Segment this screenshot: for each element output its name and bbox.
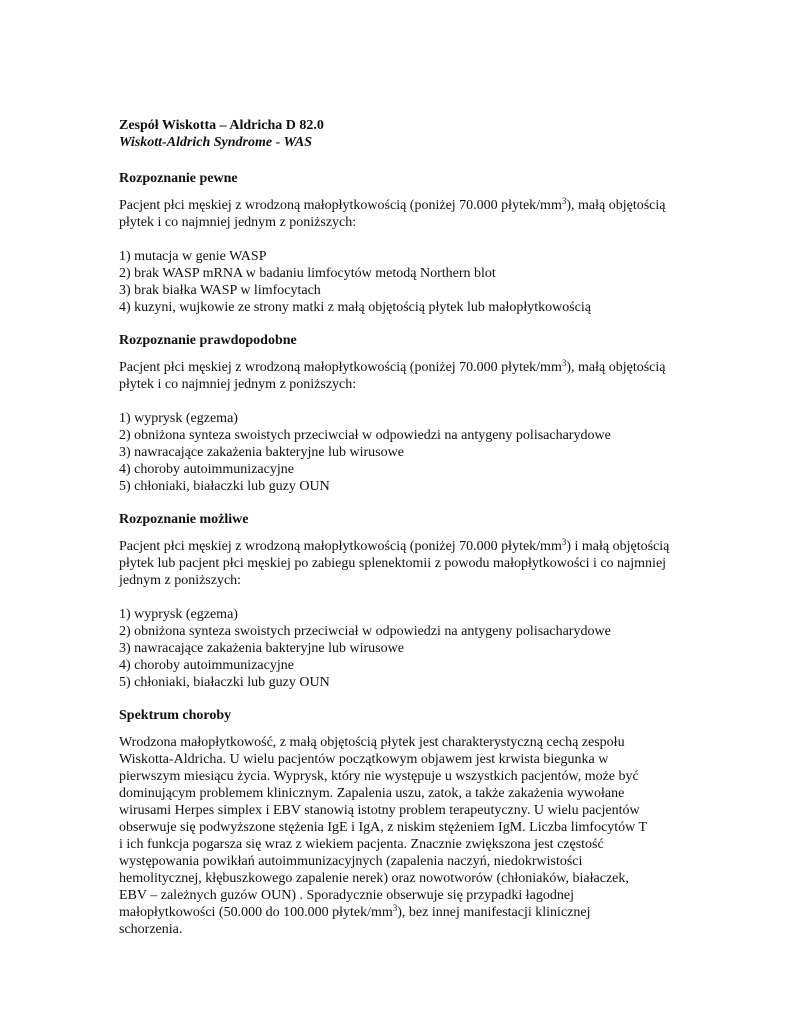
criteria-list: [119, 248, 679, 316]
list-item: 3) nawracające zakażenia bakteryjne lub wirusowe: [119, 641, 404, 656]
section-certain-diagnosis: [119, 170, 679, 316]
intro-text-cont: ), małą objętością płytek i co najmniej jednym z poniższych:: [119, 360, 666, 392]
list-item: 4) choroby autoimmunizacyjne: [119, 658, 294, 673]
list-item: 1) wyprysk (egzema): [119, 411, 238, 426]
criteria-list: [119, 606, 679, 691]
section-body: [119, 734, 647, 938]
section-heading: Rozpoznanie pewne: [119, 171, 238, 186]
intro-text: Pacjent płci męskiej z wrodzoną małopłytkowością (poniżej 70.000 płytek/mm: [119, 360, 562, 375]
body-text: Wrodzona małopłytkowość, z małą objętością płytek jest charakterystyczną cechą zespołu Wiskotta-Aldricha. U wielu pacjentów początkowym objawem jest krwista biegunka w pierwszym miesiącu życia. Wyprysk, który nie występuje u wszystkich pacjentów, może być dominującym problemem klinicznym. Zapalenia uszu, zatok, a także zakażenia wywołane wirusami Herpes simplex i EBV stanowią istotny problem terapeutyczny. U wielu pacjentów obserwuje się podwyższone stężenia IgE i IgA, z niskim stężeniem IgM. Liczba limfocytów T i ich funkcja pogarsza się wraz z wiekiem pacjenta. Znacznie zwiększona jest częstość występowania powikłań autoimmunizacyjnych (zapalenia naczyń, niedokrwistości hemolitycznej, kłębuszkowego zapalenie nerek) oraz nowotworów (chłoniaków, białaczek, EBV – zależnych guzów OUN) . Sporadycznie obserwuje się przypadki łagodnej małopłytkowości (50.000 do 100.000 płytek/mm: [119, 735, 647, 920]
section-disease-spectrum: [119, 707, 679, 938]
section-intro: [119, 197, 679, 231]
body-text-cont: ), bez innej manifestacji klinicznej schorzenia.: [119, 905, 591, 937]
list-item: 1) wyprysk (egzema): [119, 607, 238, 622]
list-item: 2) obniżona synteza swoistych przeciwciał w odpowiedzi na antygeny polisacharydowe: [119, 428, 611, 443]
list-item: 3) brak białka WASP w limfocytach: [119, 283, 321, 298]
section-heading: Rozpoznanie możliwe: [119, 512, 249, 527]
list-item: 3) nawracające zakażenia bakteryjne lub wirusowe: [119, 445, 404, 460]
list-item: 4) kuzyni, wujkowie ze strony matki z małą objętością płytek lub małopłytkowością: [119, 300, 592, 315]
criteria-list: [119, 410, 679, 495]
section-probable-diagnosis: [119, 332, 679, 495]
intro-text: Pacjent płci męskiej z wrodzoną małopłytkowością (poniżej 70.000 płytek/mm: [119, 539, 562, 554]
superscript: 3: [561, 358, 567, 368]
list-item: 2) obniżona synteza swoistych przeciwciał w odpowiedzi na antygeny polisacharydowe: [119, 624, 611, 639]
superscript: 3: [392, 903, 398, 913]
list-item: 1) mutacja w genie WASP: [119, 249, 267, 264]
section-intro: [119, 538, 679, 589]
superscript: 3: [561, 196, 567, 206]
document-title: Zespół Wiskotta – Aldricha D 82.0: [119, 118, 324, 133]
list-item: 4) choroby autoimmunizacyjne: [119, 462, 294, 477]
list-item: 2) brak WASP mRNA w badaniu limfocytów metodą Northern blot: [119, 266, 496, 281]
section-intro: [119, 359, 679, 393]
list-item: 5) chłoniaki, białaczki lub guzy OUN: [119, 479, 330, 494]
document-page: [119, 117, 679, 938]
section-heading: Rozpoznanie prawdopodobne: [119, 333, 297, 348]
list-item: 5) chłoniaki, białaczki lub guzy OUN: [119, 675, 330, 690]
section-possible-diagnosis: [119, 511, 679, 691]
intro-text-cont: ), małą objętością płytek i co najmniej jednym z poniższych:: [119, 198, 666, 230]
section-heading: Spektrum choroby: [119, 708, 232, 723]
superscript: 3: [561, 537, 567, 547]
intro-text: Pacjent płci męskiej z wrodzoną małopłytkowością (poniżej 70.000 płytek/mm: [119, 198, 562, 213]
document-subtitle: Wiskott-Aldrich Syndrome - WAS: [119, 135, 313, 150]
intro-text-cont: ) i małą objętością płytek lub pacjent płci męskiej po zabiegu splenektomii z powodu małopłytkowości i co najmniej jednym z poniższych:: [119, 539, 670, 588]
